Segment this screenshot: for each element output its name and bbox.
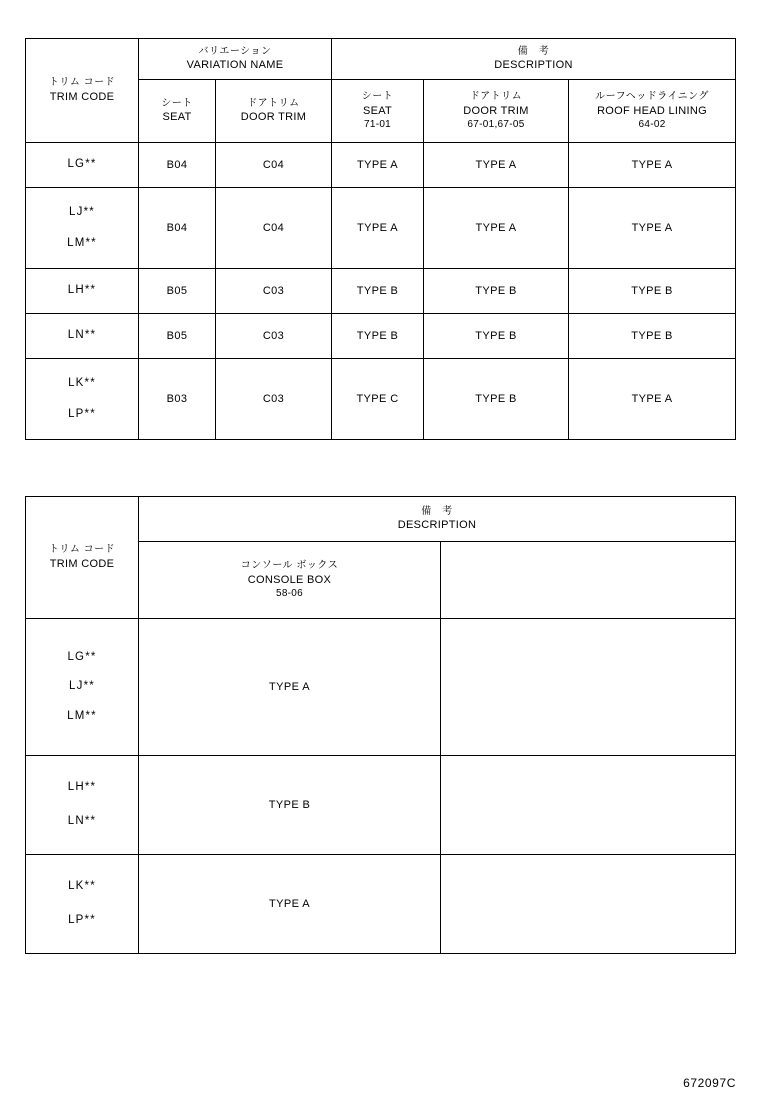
trim-code-cell (26, 269, 139, 314)
table-row (26, 619, 736, 756)
trim-code-cell (26, 619, 139, 756)
header-sub-en: SEAT (362, 104, 393, 117)
trim-code-value: LJ** (69, 205, 95, 218)
header-sub-num: 58-06 (275, 588, 304, 600)
table-row (26, 143, 736, 188)
header-description-en: DESCRIPTION (494, 59, 573, 72)
trim-variation-table (25, 38, 736, 440)
value-cell: TYPE B (569, 269, 736, 314)
value-cell: TYPE A (424, 143, 569, 188)
trim-code-value: LH** (67, 781, 97, 794)
header-sub-en: DOOR TRIM (463, 104, 529, 117)
value-cell: TYPE A (139, 619, 441, 756)
header-sub-jp: ドアトリム (469, 91, 523, 103)
table-header-row-1 (26, 39, 736, 80)
value-cell: B05 (139, 314, 216, 359)
trim-code-value: LN** (67, 329, 97, 342)
header-sub-roofheadlining (569, 80, 736, 143)
header-trim-code-en: TRIM CODE (49, 557, 115, 570)
header-sub-doortrim-description (424, 80, 569, 143)
table-row (26, 188, 736, 269)
table-header-row-1 (26, 497, 736, 542)
value-cell: TYPE B (332, 269, 424, 314)
header-variation-en: VARIATION NAME (186, 59, 284, 72)
value-cell: B03 (139, 359, 216, 440)
header-trim-code-jp: トリム コード (48, 77, 116, 89)
value-cell: TYPE B (424, 359, 569, 440)
value-cell: B05 (139, 269, 216, 314)
value-cell: TYPE B (332, 314, 424, 359)
value-cell: TYPE A (139, 855, 441, 954)
trim-code-value: LG** (67, 650, 97, 663)
trim-code-cell (26, 188, 139, 269)
header-variation-jp: バリエーション (198, 45, 272, 57)
header-sub-en: DOOR TRIM (240, 111, 307, 124)
trim-code-value: LK** (68, 880, 96, 893)
trim-code-cell (26, 756, 139, 855)
header-sub-seat-variation (139, 80, 216, 143)
header-sub-jp: ルーフヘッドライニング (595, 91, 709, 103)
value-cell: C04 (216, 143, 332, 188)
value-cell: TYPE A (569, 359, 736, 440)
header-description-jp: 備 考 (421, 505, 453, 517)
trim-code-cell (26, 314, 139, 359)
value-cell: TYPE A (332, 143, 424, 188)
value-cell: C04 (216, 188, 332, 269)
value-cell: TYPE B (424, 314, 569, 359)
value-cell: TYPE B (424, 269, 569, 314)
value-cell: TYPE B (139, 756, 441, 855)
header-description-en: DESCRIPTION (397, 519, 477, 532)
trim-code-value: LJ** (69, 680, 95, 693)
value-cell: TYPE B (569, 314, 736, 359)
trim-code-cell (26, 855, 139, 954)
header-sub-console-box (139, 542, 441, 619)
trim-code-value: LK** (68, 376, 96, 389)
value-cell: B04 (139, 143, 216, 188)
header-description (332, 39, 736, 80)
trim-code-cell (26, 359, 139, 440)
trim-code-value: LN** (67, 815, 97, 827)
header-sub-jp: シート (161, 97, 193, 109)
value-cell: B04 (139, 188, 216, 269)
value-cell: TYPE A (424, 188, 569, 269)
header-sub-num: 64-02 (638, 119, 666, 131)
header-sub-en: SEAT (162, 111, 192, 124)
trim-code-value: LP** (68, 914, 96, 926)
blank-cell (441, 619, 736, 756)
trim-code-value: LM** (67, 709, 97, 722)
header-sub-jp: シート (361, 91, 394, 103)
value-cell: TYPE A (569, 143, 736, 188)
value-cell: C03 (216, 359, 332, 440)
header-trim-code (26, 39, 139, 143)
header-sub-en: ROOF HEAD LINING (597, 104, 707, 117)
table-row (26, 855, 736, 954)
header-trim-code-en: TRIM CODE (49, 90, 115, 103)
header-sub-en: CONSOLE BOX (247, 573, 332, 586)
value-cell: TYPE C (332, 359, 424, 440)
value-cell: TYPE A (569, 188, 736, 269)
blank-cell (441, 756, 736, 855)
header-sub-blank (441, 542, 736, 619)
header-trim-code (26, 497, 139, 619)
value-cell: TYPE A (332, 188, 424, 269)
figure-code: 672097C (683, 1076, 736, 1090)
trim-code-value: LM** (67, 236, 97, 249)
header-trim-code-jp: トリム コード (48, 544, 116, 556)
blank-cell (441, 855, 736, 954)
header-sub-doortrim-variation (216, 80, 332, 143)
header-description-jp: 備 考 (517, 45, 550, 57)
table-row (26, 359, 736, 440)
header-variation (139, 39, 332, 80)
table-row (26, 269, 736, 314)
header-sub-jp: コンソール ボックス (240, 560, 339, 572)
value-cell: C03 (216, 314, 332, 359)
value-cell: C03 (216, 269, 332, 314)
header-description (139, 497, 736, 542)
header-sub-num: 67-01,67-05 (467, 119, 525, 131)
trim-code-value: LP** (68, 407, 96, 420)
trim-code-value: LH** (67, 284, 97, 297)
header-sub-jp: ドアトリム (247, 97, 300, 109)
trim-code-value: LG** (67, 158, 97, 171)
header-sub-seat-description (332, 80, 424, 143)
header-sub-num: 71-01 (363, 119, 392, 131)
console-box-table (25, 496, 736, 954)
trim-code-cell (26, 143, 139, 188)
table-row (26, 756, 736, 855)
table-row (26, 314, 736, 359)
